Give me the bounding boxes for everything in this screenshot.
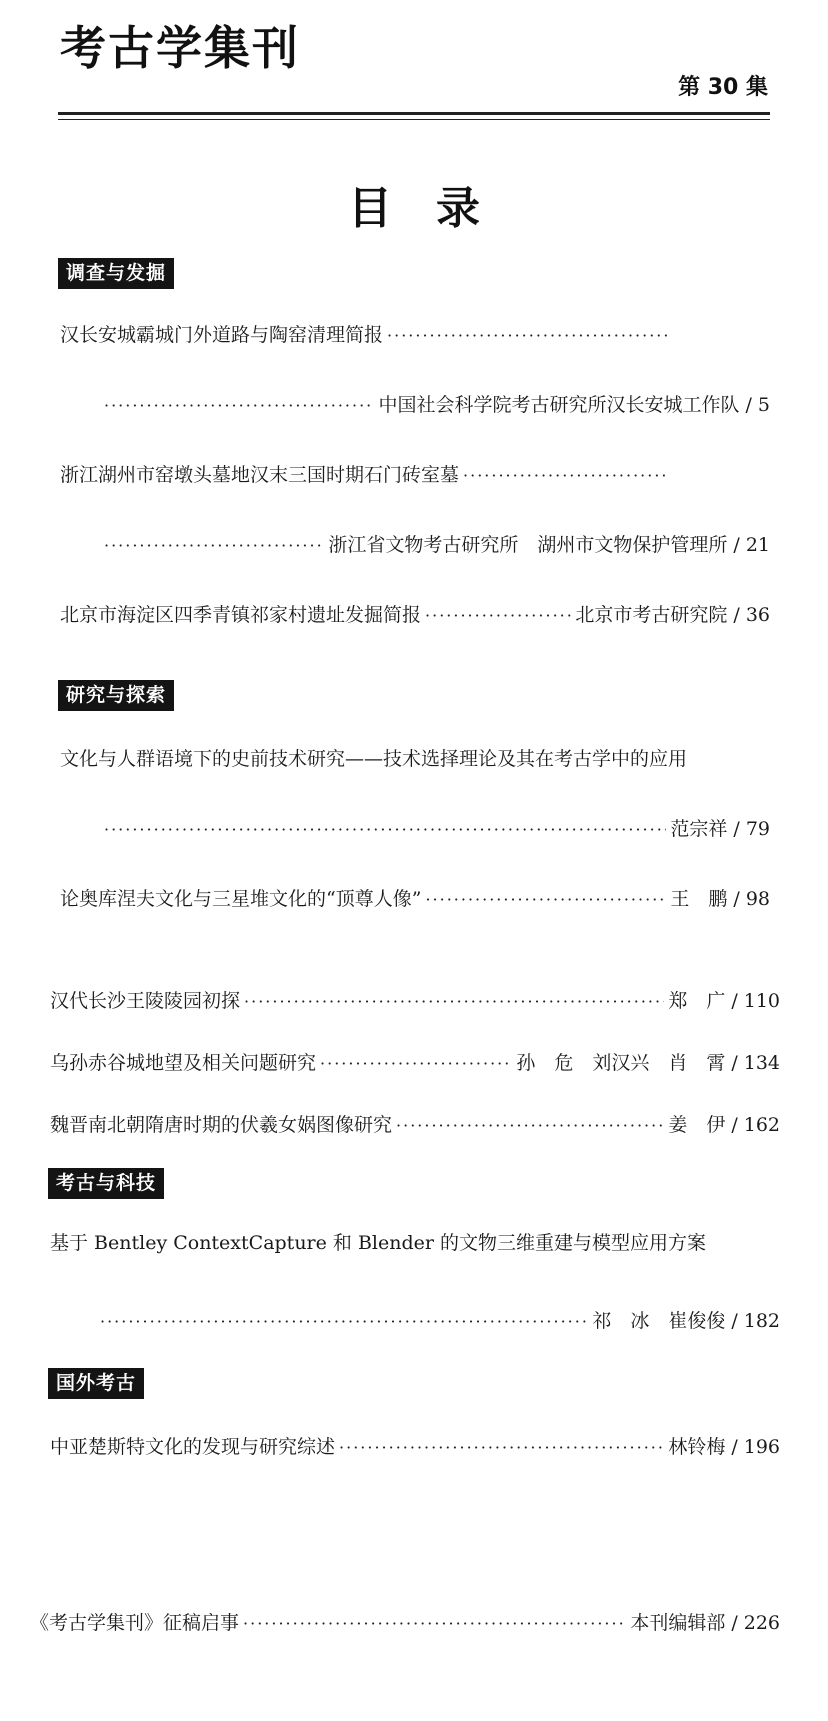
toc-entry[interactable] [60, 602, 770, 629]
page-separator: / [731, 1436, 738, 1458]
section-label-research: 研究与探索 [58, 680, 174, 711]
entry-title: 乌孙赤谷城地望及相关问题研究 [50, 1052, 317, 1074]
page-separator: / [731, 1310, 738, 1332]
toc-entry-call-for-papers[interactable] [30, 1610, 780, 1637]
entry-page: 36 [745, 604, 770, 626]
toc-entry[interactable] [60, 322, 672, 349]
entry-title: 论奥库涅夫文化与三星堆文化的“顶尊人像” [60, 888, 422, 910]
toc-entry[interactable] [50, 1050, 780, 1077]
toc-heading: 目录 [348, 183, 524, 234]
issue-number: 第 30 集 [678, 75, 768, 100]
section-label-foreign: 国外考古 [48, 1368, 144, 1399]
entry-author: 浙江省文物考古研究所 湖州市文物保护管理所 [328, 534, 728, 556]
entry-title: 汉代长沙王陵陵园初探 [50, 990, 241, 1012]
entry-page: 226 [743, 1612, 780, 1634]
leader-dots [339, 1435, 664, 1461]
leader-dots [244, 989, 664, 1015]
page-separator: / [731, 1052, 738, 1074]
entry-page: 182 [743, 1310, 780, 1332]
entry-page: 196 [743, 1436, 780, 1458]
toc-entry[interactable] [60, 462, 672, 489]
entry-page: 5 [757, 394, 770, 416]
entry-author: 北京市考古研究院 [575, 604, 728, 626]
entry-title: 浙江湖州市窑墩头墓地汉末三国时期石门砖室墓 [60, 464, 460, 486]
entry-author: 孙 危 刘汉兴 肖 霄 [516, 1052, 726, 1074]
header-rule-thin [58, 119, 770, 120]
page-separator: / [731, 1612, 738, 1634]
entry-author: 王 鹏 [670, 888, 728, 910]
entry-title: 中亚楚斯特文化的发现与研究综述 [50, 1436, 336, 1458]
leader-dots [100, 1309, 588, 1335]
toc-entry[interactable] [50, 1434, 780, 1461]
toc-entry[interactable] [60, 746, 770, 772]
entry-page: 162 [743, 1114, 780, 1136]
leader-dots [463, 463, 668, 489]
section-label-survey: 调查与发掘 [58, 258, 174, 289]
entry-author: 本刊编辑部 [630, 1612, 726, 1634]
entry-page: 21 [745, 534, 770, 556]
section-label-science: 考古与科技 [48, 1168, 164, 1199]
leader-dots [104, 393, 374, 419]
entry-author: 祁 冰 崔俊俊 [592, 1310, 726, 1332]
leader-dots [396, 1113, 664, 1139]
page-separator: / [733, 604, 740, 626]
page-separator: / [731, 990, 738, 1012]
page-separator: / [745, 394, 752, 416]
entry-page: 134 [743, 1052, 780, 1074]
entry-title: 基于 Bentley ContextCapture 和 Blender 的文物三维重建与模型应用方案 [50, 1232, 707, 1254]
entry-page: 110 [743, 990, 780, 1012]
entry-title: 汉长安城霸城门外道路与陶窑清理简报 [60, 324, 384, 346]
toc-entry[interactable] [50, 1112, 780, 1139]
toc-entry[interactable] [50, 1230, 780, 1256]
toc-entry[interactable] [60, 886, 770, 913]
leader-dots [320, 1051, 512, 1077]
leader-dots [425, 603, 571, 629]
entry-author: 姜 伊 [668, 1114, 726, 1136]
header-rule-thick [58, 112, 770, 115]
leader-dots [104, 817, 666, 843]
toc-entry-continuation[interactable] [96, 1308, 780, 1335]
page-separator: / [731, 1114, 738, 1136]
entry-title: 魏晋南北朝隋唐时期的伏羲女娲图像研究 [50, 1114, 393, 1136]
toc-entry-continuation[interactable] [100, 816, 770, 843]
entry-author: 范宗祥 [670, 818, 728, 840]
entry-author: 林铃梅 [668, 1436, 726, 1458]
entry-title: 《考古学集刊》征稿启事 [30, 1612, 240, 1634]
entry-page: 79 [745, 818, 770, 840]
entry-author: 中国社会科学院考古研究所汉长安城工作队 [378, 394, 740, 416]
leader-dots [387, 323, 668, 349]
page-separator: / [733, 534, 740, 556]
leader-dots [425, 887, 666, 913]
toc-entry-continuation[interactable] [100, 532, 770, 559]
entry-author: 郑 广 [668, 990, 726, 1012]
toc-entry[interactable] [50, 988, 780, 1015]
journal-title: 考古学集刊 [60, 21, 300, 75]
page-separator: / [733, 818, 740, 840]
entry-title: 北京市海淀区四季青镇祁家村遗址发掘简报 [60, 604, 422, 626]
entry-title: 文化与人群语境下的史前技术研究——技术选择理论及其在考古学中的应用 [60, 748, 688, 770]
leader-dots [243, 1611, 626, 1637]
page-separator: / [733, 888, 740, 910]
toc-entry-continuation[interactable] [100, 392, 770, 419]
entry-page: 98 [745, 888, 770, 910]
leader-dots [104, 533, 324, 559]
